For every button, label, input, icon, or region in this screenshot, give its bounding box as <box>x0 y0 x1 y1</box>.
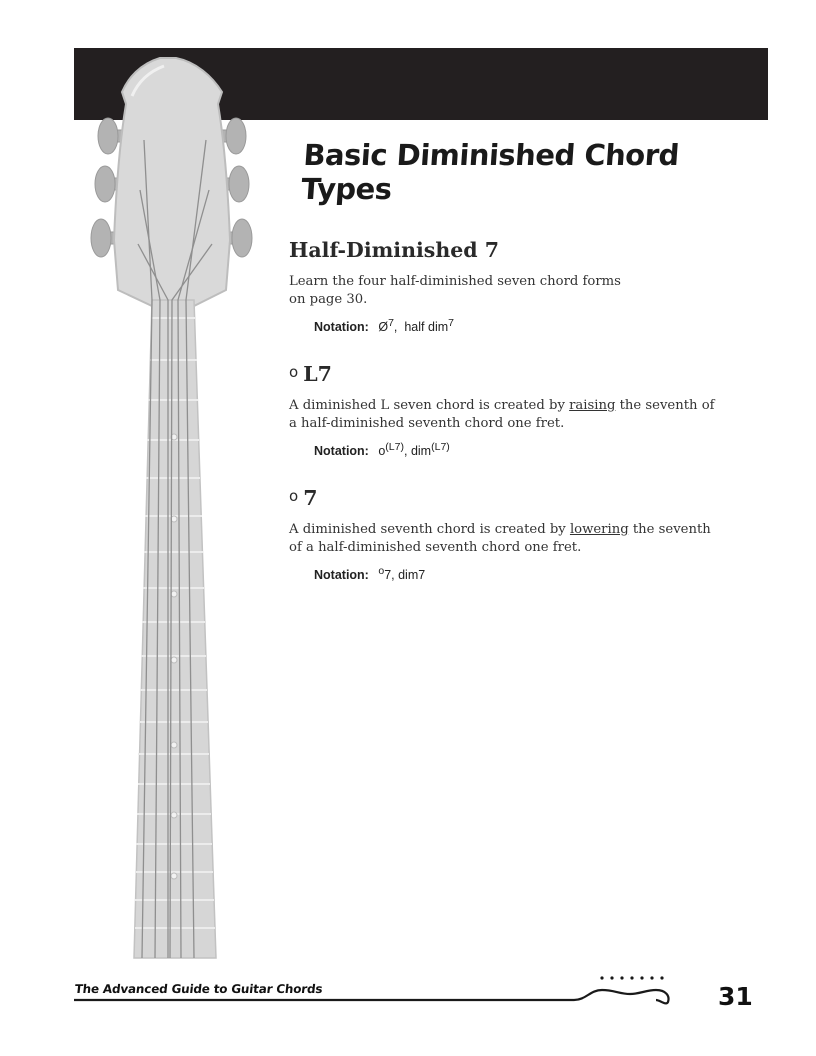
section-heading-text: 7 <box>303 486 318 510</box>
section-half-diminished <box>289 238 739 334</box>
notation-line <box>314 565 739 582</box>
notation-line <box>314 317 739 334</box>
body-text: the seventh of <box>615 397 715 413</box>
notation-superscript: 7 <box>448 316 454 329</box>
guitar-neck-illustration <box>0 0 300 980</box>
notation-label: Notation: <box>314 319 369 334</box>
diminished-symbol: o <box>289 487 299 505</box>
body-text: A diminished L seven chord is created by <box>289 397 570 413</box>
notation-label: Notation: <box>314 567 369 582</box>
section-heading <box>289 362 739 387</box>
notation-symbol: dim <box>410 443 432 458</box>
notation-separator: , <box>393 319 398 334</box>
section-heading-text: Half-Diminished 7 <box>289 238 499 262</box>
body-text: A diminished seventh chord is created by <box>289 521 570 537</box>
notation-symbol: Ø <box>378 319 389 334</box>
section-heading <box>289 238 739 263</box>
page-title: Basic Diminished Chord Types <box>300 138 681 206</box>
notation-separator: , <box>403 443 408 458</box>
notation-symbol: o <box>378 443 386 458</box>
notation-label: Notation: <box>314 443 369 458</box>
section-heading <box>289 486 739 511</box>
section-diminished-l7 <box>289 362 739 458</box>
body-text: the seventh <box>628 521 711 537</box>
notation-line <box>314 441 739 458</box>
notation-superscript: (L7) <box>431 440 450 453</box>
section-body <box>289 521 739 557</box>
notation-superscript: (L7) <box>385 440 404 453</box>
emphasized-word: lowering <box>569 521 629 537</box>
notation-symbol: dim7 <box>398 567 426 582</box>
page-number: 31 <box>718 982 753 1011</box>
emphasized-word: raising <box>569 397 616 413</box>
section-body <box>289 273 739 309</box>
body-line: on page 30. <box>289 291 368 307</box>
notation-symbol: half dim <box>404 319 449 334</box>
section-body <box>289 397 739 433</box>
footer-book-title: The Advanced Guide to Guitar Chords <box>74 982 324 996</box>
body-line: Learn the four half-diminished seven chord forms <box>289 273 621 289</box>
diminished-symbol: o <box>289 363 299 381</box>
section-heading-text: L7 <box>303 362 332 386</box>
body-line: of a half-diminished seventh chord one fret. <box>289 539 582 555</box>
notation-superscript: o <box>378 564 385 577</box>
notation-separator: , <box>391 567 395 582</box>
body-line: a half-diminished seventh chord one fret. <box>289 415 565 431</box>
notation-superscript: 7 <box>388 316 394 329</box>
section-diminished-7 <box>289 486 739 582</box>
notation-symbol: 7 <box>384 567 392 582</box>
